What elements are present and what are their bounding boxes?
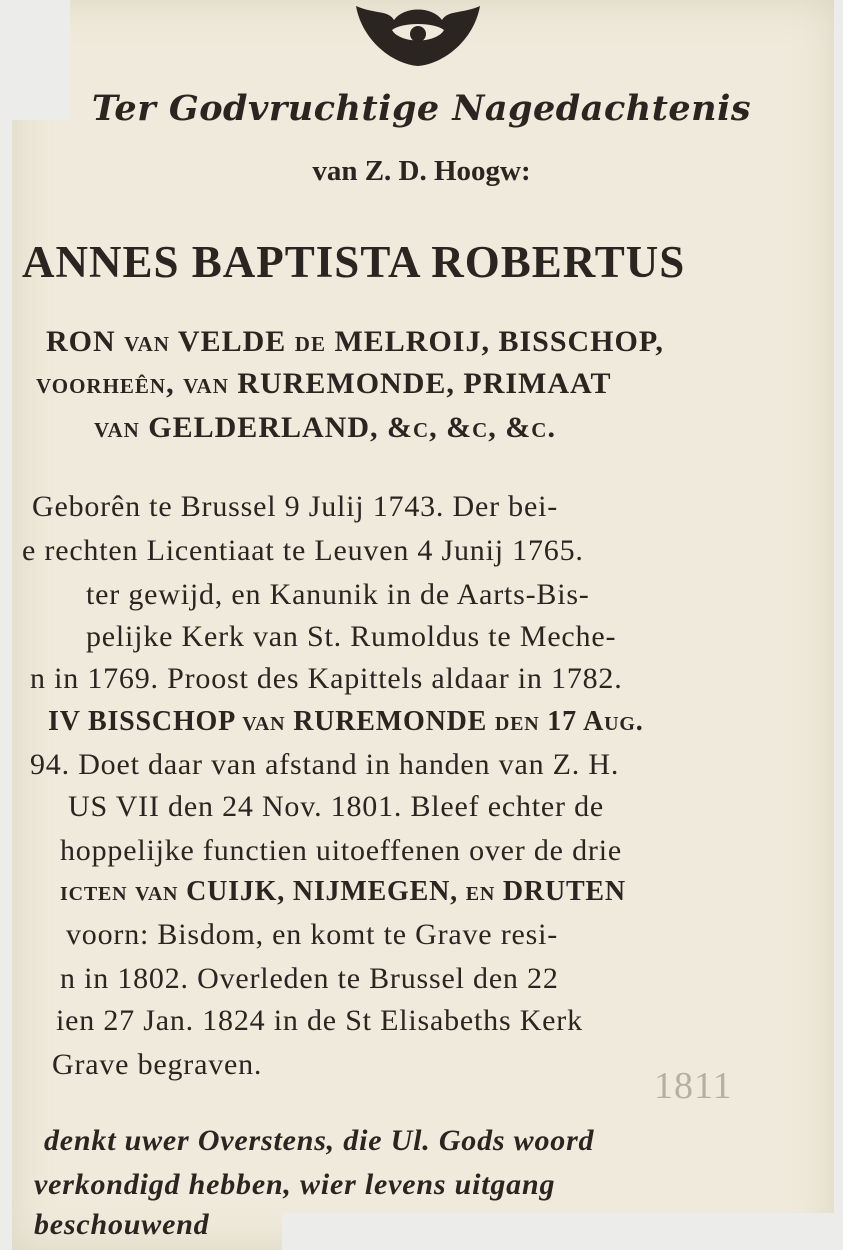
body-line-8: US VII den 24 Nov. 1801. Bleef echter de (68, 790, 605, 823)
memorial-title: Ter Godvruchtige Nagedachtenis (91, 88, 752, 129)
closing-line-2: verkondigd hebben, wier levens uitgang (34, 1168, 556, 1201)
body-line-6: IV BISSCHOP van RUREMONDE den 17 Aug. (48, 706, 644, 737)
body-line-3: ter gewijd, en Kanunik in de Aarts-Bis- (86, 578, 590, 611)
title-line-2: voorheên, van RUREMONDE, PRIMAAT (36, 367, 612, 400)
body-line-10: icten van CUIJK, NIJMEGEN, en DRUTEN (60, 876, 626, 907)
closing-line-1: denkt uwer Overstens, die Ul. Gods woord (44, 1124, 595, 1157)
body-line-4: pelijke Kerk van St. Rumoldus te Meche- (86, 620, 617, 653)
body-line-11: voorn: Bisdom, en komt te Grave resi- (66, 918, 559, 951)
ornament-icon (352, 0, 484, 70)
closing-line-3: beschouwend (34, 1208, 210, 1241)
stamp-number: 1811 (654, 1065, 733, 1107)
body-line-5: n in 1769. Proost des Kapittels aldaar in 1782. (30, 662, 623, 695)
title-line-1: RON van VELDE de MELROIJ, BISSCHOP, (46, 325, 664, 358)
torn-bottom-edge (282, 1213, 843, 1250)
body-line-2: e rechten Licentiaat te Leuven 4 Junij 1765. (22, 534, 584, 567)
title-line-3: van GELDERLAND, &c, &c, &c. (94, 411, 556, 444)
body-line-12: n in 1802. Overleden te Brussel den 22 (60, 962, 559, 995)
body-line-14: Grave begraven. (52, 1048, 263, 1081)
person-name: ANNES BAPTISTA ROBERTUS (22, 237, 686, 287)
body-line-7: 94. Doet daar van afstand in handen van Z. H. (30, 748, 620, 781)
body-line-13: ien 27 Jan. 1824 in de St Elisabeths Kerk (56, 1004, 583, 1037)
body-line-9: hoppelijke functien uitoeffenen over de drie (60, 834, 622, 867)
body-line-1: Geborên te Brussel 9 Julij 1743. Der bei- (32, 490, 559, 523)
memorial-subtitle: van Z. D. Hoogw: (312, 155, 531, 187)
